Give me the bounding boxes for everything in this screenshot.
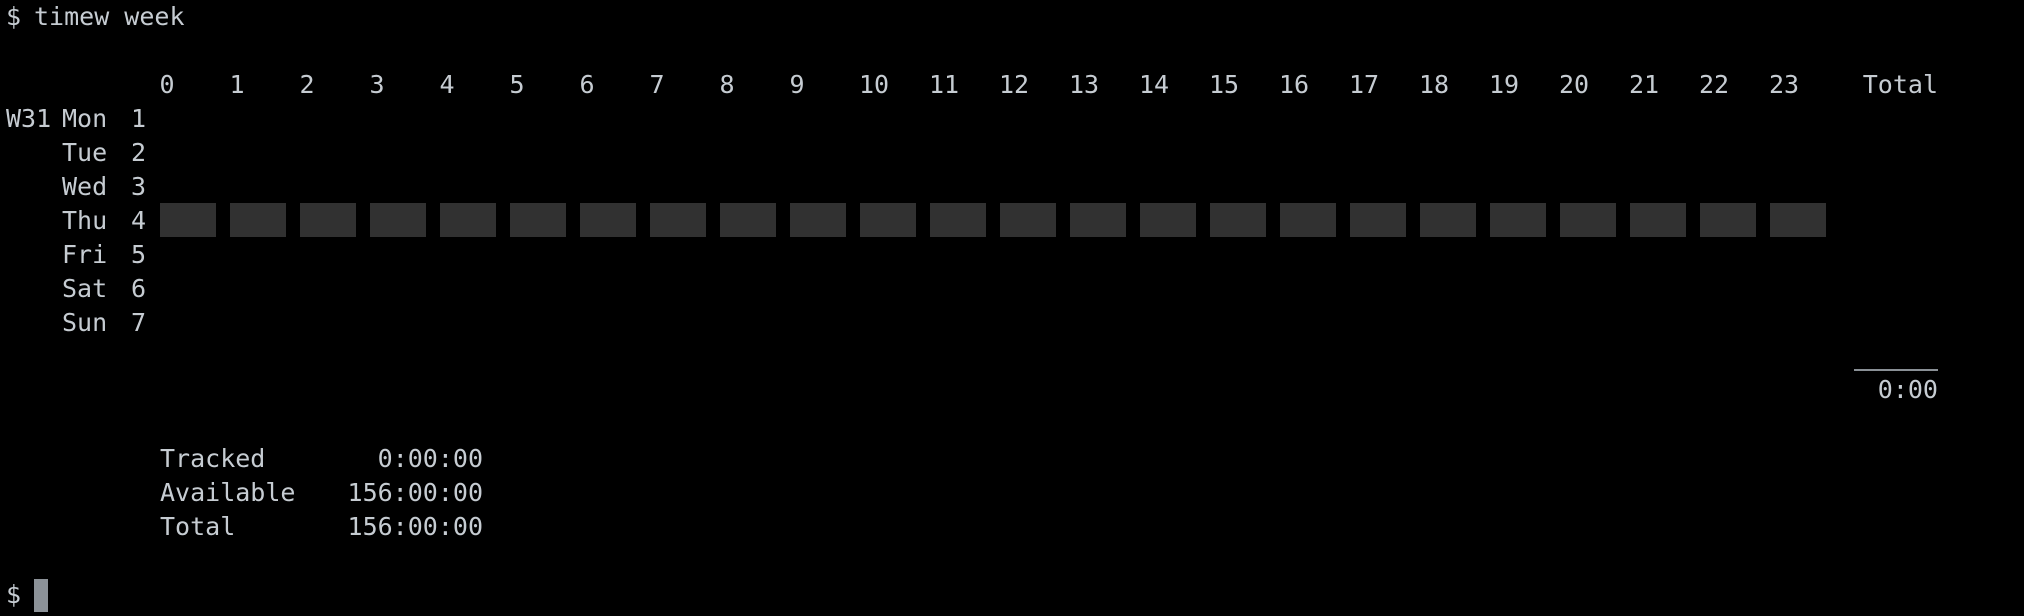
- available-hour-block: [370, 203, 426, 237]
- grand-total-value: 0:00: [1877, 375, 1938, 404]
- hour-label: 17: [1348, 70, 1380, 99]
- total-column-header: Total: [1862, 70, 1938, 99]
- hour-label: 16: [1278, 70, 1310, 99]
- available-hour-block: [440, 203, 496, 237]
- day-number-label: 1: [130, 104, 146, 133]
- day-number-label: 7: [130, 308, 146, 337]
- available-hour-block: [160, 203, 216, 237]
- hour-label: 11: [928, 70, 960, 99]
- hour-label: 0: [159, 70, 175, 99]
- command-text: timew week: [34, 2, 185, 31]
- available-hour-block: [510, 203, 566, 237]
- available-hour-block: [1280, 203, 1336, 237]
- week-number-label: W31: [6, 104, 52, 133]
- hour-label: 4: [439, 70, 455, 99]
- day-weekday-label: Mon: [62, 104, 108, 133]
- available-hour-block: [650, 203, 706, 237]
- hour-label: 1: [229, 70, 245, 99]
- hour-label: 6: [579, 70, 595, 99]
- day-number-label: 2: [130, 138, 146, 167]
- day-weekday-label: Thu: [62, 206, 108, 235]
- hour-label: 8: [719, 70, 735, 99]
- hour-label: 10: [858, 70, 890, 99]
- available-hour-block: [580, 203, 636, 237]
- available-hour-block: [300, 203, 356, 237]
- hour-label: 20: [1558, 70, 1590, 99]
- summary-tracked-label: Tracked: [160, 444, 266, 473]
- hour-label: 2: [299, 70, 315, 99]
- day-weekday-label: Fri: [62, 240, 108, 269]
- available-hour-block: [1140, 203, 1196, 237]
- hour-label: 23: [1768, 70, 1800, 99]
- day-number-label: 5: [130, 240, 146, 269]
- summary-total-value: 156:00:00: [347, 512, 483, 541]
- hour-label: 22: [1698, 70, 1730, 99]
- command-prompt-symbol: $: [6, 2, 22, 31]
- hour-label: 7: [649, 70, 665, 99]
- available-hour-block: [720, 203, 776, 237]
- hour-label: 21: [1628, 70, 1660, 99]
- hour-label: 19: [1488, 70, 1520, 99]
- hour-label: 13: [1068, 70, 1100, 99]
- available-hour-block: [1350, 203, 1406, 237]
- summary-tracked-value: 0:00:00: [377, 444, 483, 473]
- hour-label: 9: [789, 70, 805, 99]
- hour-label: 3: [369, 70, 385, 99]
- hour-label: 5: [509, 70, 525, 99]
- available-hour-block: [1700, 203, 1756, 237]
- available-hour-block: [1770, 203, 1826, 237]
- available-hour-block: [1070, 203, 1126, 237]
- available-hour-block: [1210, 203, 1266, 237]
- text-cursor[interactable]: [34, 579, 48, 612]
- day-weekday-label: Sun: [62, 308, 108, 337]
- hour-label: 15: [1208, 70, 1240, 99]
- day-weekday-label: Sat: [62, 274, 108, 303]
- available-hour-block: [1560, 203, 1616, 237]
- day-weekday-label: Tue: [62, 138, 108, 167]
- day-number-label: 6: [130, 274, 146, 303]
- summary-available-value: 156:00:00: [347, 478, 483, 507]
- day-number-label: 3: [130, 172, 146, 201]
- available-hour-block: [860, 203, 916, 237]
- hour-label: 12: [998, 70, 1030, 99]
- day-weekday-label: Wed: [62, 172, 108, 201]
- total-underline-divider: [1854, 369, 1938, 371]
- summary-total-label: Total: [160, 512, 236, 541]
- available-hour-block: [930, 203, 986, 237]
- available-hour-block: [790, 203, 846, 237]
- hour-label: 14: [1138, 70, 1170, 99]
- available-hour-block: [230, 203, 286, 237]
- available-hour-block: [1630, 203, 1686, 237]
- available-hour-block: [1420, 203, 1476, 237]
- day-number-label: 4: [130, 206, 146, 235]
- prompt-symbol: $: [6, 580, 22, 609]
- available-hour-block: [1000, 203, 1056, 237]
- hour-label: 18: [1418, 70, 1450, 99]
- summary-available-label: Available: [160, 478, 296, 507]
- available-hour-block: [1490, 203, 1546, 237]
